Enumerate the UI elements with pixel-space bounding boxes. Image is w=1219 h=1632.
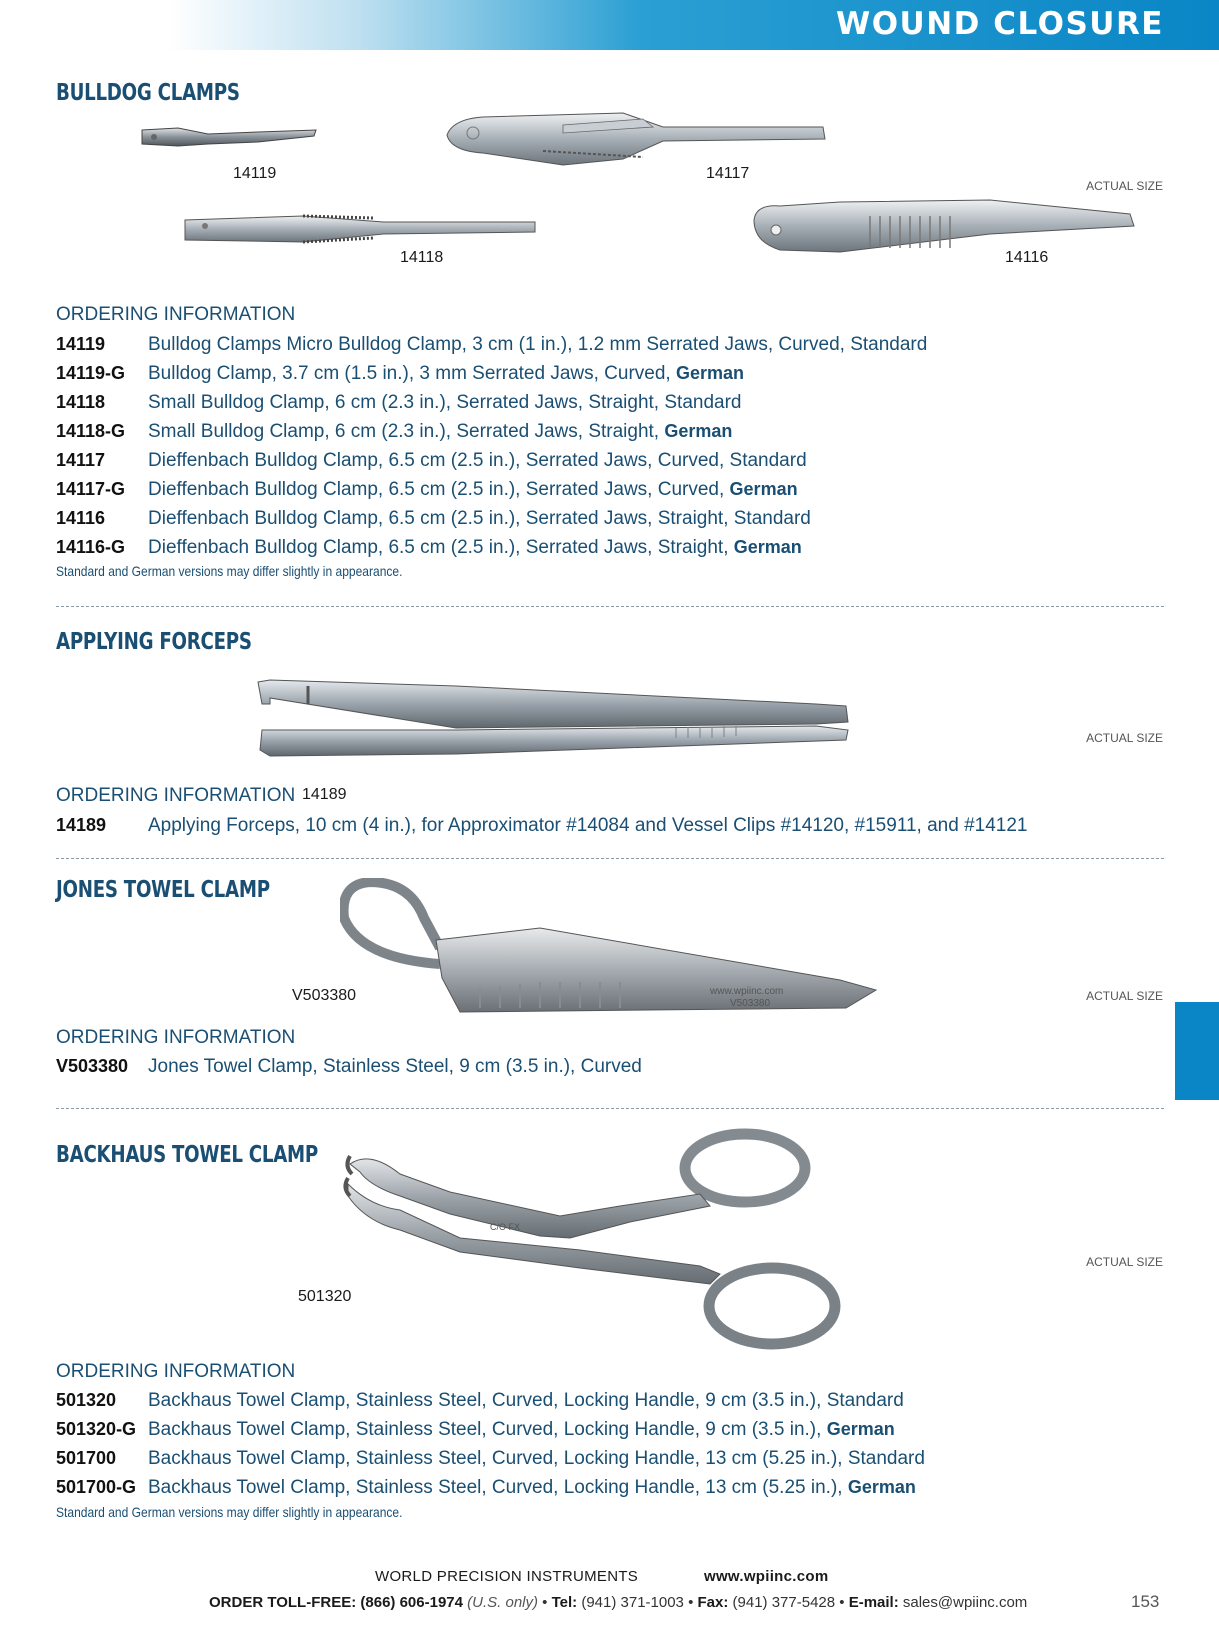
part-code: 14117 bbox=[56, 450, 106, 470]
part-description: Applying Forceps, 10 cm (4 in.), for Approximator #14084 and Vessel Clips #14120, #15911, and #14121 bbox=[148, 815, 1028, 836]
footer-website-link[interactable]: www.wpiinc.com bbox=[704, 1568, 829, 1585]
part-code: 14116 bbox=[56, 508, 106, 528]
section-divider bbox=[56, 858, 1164, 859]
ordering-row bbox=[56, 504, 927, 533]
german-tag: German bbox=[729, 479, 798, 499]
german-tag: German bbox=[675, 363, 745, 383]
side-tab-marker bbox=[1175, 1002, 1219, 1100]
actual-size-note: ACTUAL SIZE bbox=[1086, 1255, 1163, 1269]
part-code: 14119 bbox=[56, 334, 106, 354]
footer-contact-line bbox=[209, 1594, 1027, 1611]
bulldog-label-14117: 14117 bbox=[706, 165, 750, 182]
ordering-row bbox=[56, 359, 927, 388]
order-phone: (866) 606-1974 bbox=[360, 1594, 463, 1611]
ordering-row bbox=[56, 475, 927, 504]
separator-dot: • bbox=[542, 1594, 552, 1611]
ordering-info-heading: ORDERING INFORMATION bbox=[56, 304, 296, 325]
engraving-partnum: V503380 bbox=[730, 998, 771, 1009]
ordering-row bbox=[56, 446, 927, 475]
jones-towel-clamp-image bbox=[340, 878, 880, 1028]
part-code: 14189 bbox=[56, 815, 107, 835]
ordering-row bbox=[56, 1052, 642, 1081]
backhaus-ordering-table bbox=[56, 1386, 925, 1502]
part-description: Dieffenbach Bulldog Clamp, 6.5 cm (2.5 in.), Serrated Jaws, Straight, bbox=[148, 537, 734, 558]
actual-size-note: ACTUAL SIZE bbox=[1086, 179, 1163, 193]
fax-label: Fax: bbox=[697, 1594, 729, 1611]
footer-company: WORLD PRECISION INSTRUMENTS bbox=[375, 1568, 639, 1585]
ordering-info-heading: ORDERING INFORMATION bbox=[56, 1361, 296, 1382]
part-code: V503380 bbox=[56, 1056, 129, 1076]
bulldog-clamp-14118-image bbox=[183, 208, 538, 250]
actual-size-note: ACTUAL SIZE bbox=[1086, 989, 1163, 1003]
bulldog-clamp-14116-image bbox=[750, 196, 1138, 258]
bulldog-label-14119: 14119 bbox=[233, 165, 277, 182]
part-code: 501320-G bbox=[56, 1419, 137, 1439]
backhaus-towel-clamp-image bbox=[340, 1126, 880, 1352]
backhaus-label: 501320 bbox=[298, 1288, 352, 1305]
part-description: Dieffenbach Bulldog Clamp, 6.5 cm (2.5 in.), Serrated Jaws, Straight, Standard bbox=[148, 508, 811, 529]
section-divider bbox=[56, 606, 1164, 607]
ordering-row bbox=[56, 330, 927, 359]
email-label: E-mail: bbox=[848, 1594, 899, 1611]
bulldog-clamp-14117-image bbox=[443, 105, 829, 173]
part-description: Backhaus Towel Clamp, Stainless Steel, Curved, Locking Handle, 13 cm (5.25 in.), Standard bbox=[148, 1448, 925, 1469]
part-code: 14118-G bbox=[56, 421, 126, 441]
tel-label: Tel: bbox=[551, 1594, 578, 1611]
ordering-row bbox=[56, 1386, 925, 1415]
applying-forceps-label: 14189 bbox=[302, 786, 347, 803]
part-description: Small Bulldog Clamp, 6 cm (2.3 in.), Serrated Jaws, Straight, bbox=[148, 421, 665, 442]
jones-label: V503380 bbox=[292, 987, 357, 1004]
ordering-row bbox=[56, 811, 1027, 840]
jones-ordering-table bbox=[56, 1052, 642, 1081]
jones-section-title: JONES TOWEL CLAMP bbox=[56, 877, 270, 903]
applying-ordering-table bbox=[56, 811, 1027, 840]
part-description: Dieffenbach Bulldog Clamp, 6.5 cm (2.5 in.), Serrated Jaws, Curved, bbox=[148, 479, 730, 500]
ordering-info-heading: ORDERING INFORMATION bbox=[56, 1027, 296, 1048]
german-tag: German bbox=[664, 421, 733, 441]
part-code: 14116-G bbox=[56, 537, 126, 557]
part-code: 501700-G bbox=[56, 1477, 137, 1497]
email-link[interactable]: sales@wpiinc.com bbox=[902, 1594, 1028, 1611]
ordering-row bbox=[56, 1473, 925, 1502]
ordering-row bbox=[56, 1444, 925, 1473]
part-description: Jones Towel Clamp, Stainless Steel, 9 cm (3.5 in.), Curved bbox=[148, 1056, 642, 1077]
part-code: 14119-G bbox=[56, 363, 126, 383]
bulldog-clamp-14119-image bbox=[138, 120, 320, 154]
part-description: Backhaus Towel Clamp, Stainless Steel, Curved, Locking Handle, 9 cm (3.5 in.), bbox=[148, 1419, 827, 1440]
backhaus-note: Standard and German versions may differ slightly in appearance. bbox=[56, 1504, 403, 1520]
engraving-mark: C/O FX bbox=[490, 1222, 521, 1232]
separator-dot: • bbox=[688, 1594, 698, 1611]
ordering-row bbox=[56, 533, 927, 562]
part-description: Bulldog Clamps Micro Bulldog Clamp, 3 cm (1 in.), 1.2 mm Serrated Jaws, Curved, Standard bbox=[148, 334, 928, 355]
separator-dot: • bbox=[839, 1594, 849, 1611]
ordering-row bbox=[56, 417, 927, 446]
ordering-row bbox=[56, 1415, 925, 1444]
section-header-title: WOUND CLOSURE bbox=[836, 6, 1164, 42]
part-description: Bulldog Clamp, 3.7 cm (1.5 in.), 3 mm Serrated Jaws, Curved, bbox=[148, 363, 676, 384]
german-tag: German bbox=[826, 1419, 895, 1439]
bulldog-ordering-table bbox=[56, 330, 927, 562]
german-tag: German bbox=[847, 1477, 916, 1497]
us-only-note: (U.S. only) bbox=[467, 1594, 538, 1611]
part-description: Dieffenbach Bulldog Clamp, 6.5 cm (2.5 in.), Serrated Jaws, Curved, Standard bbox=[148, 450, 807, 471]
actual-size-note: ACTUAL SIZE bbox=[1086, 731, 1163, 745]
tel-number: (941) 371-1003 bbox=[581, 1594, 684, 1611]
applying-section-title: APPLYING FORCEPS bbox=[56, 629, 252, 655]
fax-number: (941) 377-5428 bbox=[732, 1594, 836, 1611]
bulldog-label-14118: 14118 bbox=[400, 249, 444, 266]
ordering-info-heading: ORDERING INFORMATION bbox=[56, 785, 296, 806]
applying-forceps-image bbox=[256, 678, 852, 760]
bulldog-note: Standard and German versions may differ slightly in appearance. bbox=[56, 563, 403, 579]
part-code: 501320 bbox=[56, 1390, 117, 1410]
part-description: Small Bulldog Clamp, 6 cm (2.3 in.), Serrated Jaws, Straight, Standard bbox=[148, 392, 742, 413]
engraving-website: www.wpiinc.com bbox=[710, 986, 784, 997]
part-code: 501700 bbox=[56, 1448, 117, 1468]
page-number: 153 bbox=[1131, 1592, 1160, 1611]
bulldog-section-title: BULLDOG CLAMPS bbox=[56, 80, 240, 106]
part-description: Backhaus Towel Clamp, Stainless Steel, Curved, Locking Handle, 13 cm (5.25 in.), bbox=[148, 1477, 848, 1498]
section-divider bbox=[56, 1108, 1164, 1109]
part-description: Backhaus Towel Clamp, Stainless Steel, Curved, Locking Handle, 9 cm (3.5 in.), Standard bbox=[148, 1390, 904, 1411]
german-tag: German bbox=[733, 537, 802, 557]
part-code: 14118 bbox=[56, 392, 106, 412]
order-label: ORDER TOLL-FREE: bbox=[209, 1594, 357, 1611]
bulldog-label-14116: 14116 bbox=[1005, 249, 1049, 266]
backhaus-section-title: BACKHAUS TOWEL CLAMP bbox=[56, 1142, 319, 1168]
part-code: 14117-G bbox=[56, 479, 126, 499]
ordering-row bbox=[56, 388, 927, 417]
